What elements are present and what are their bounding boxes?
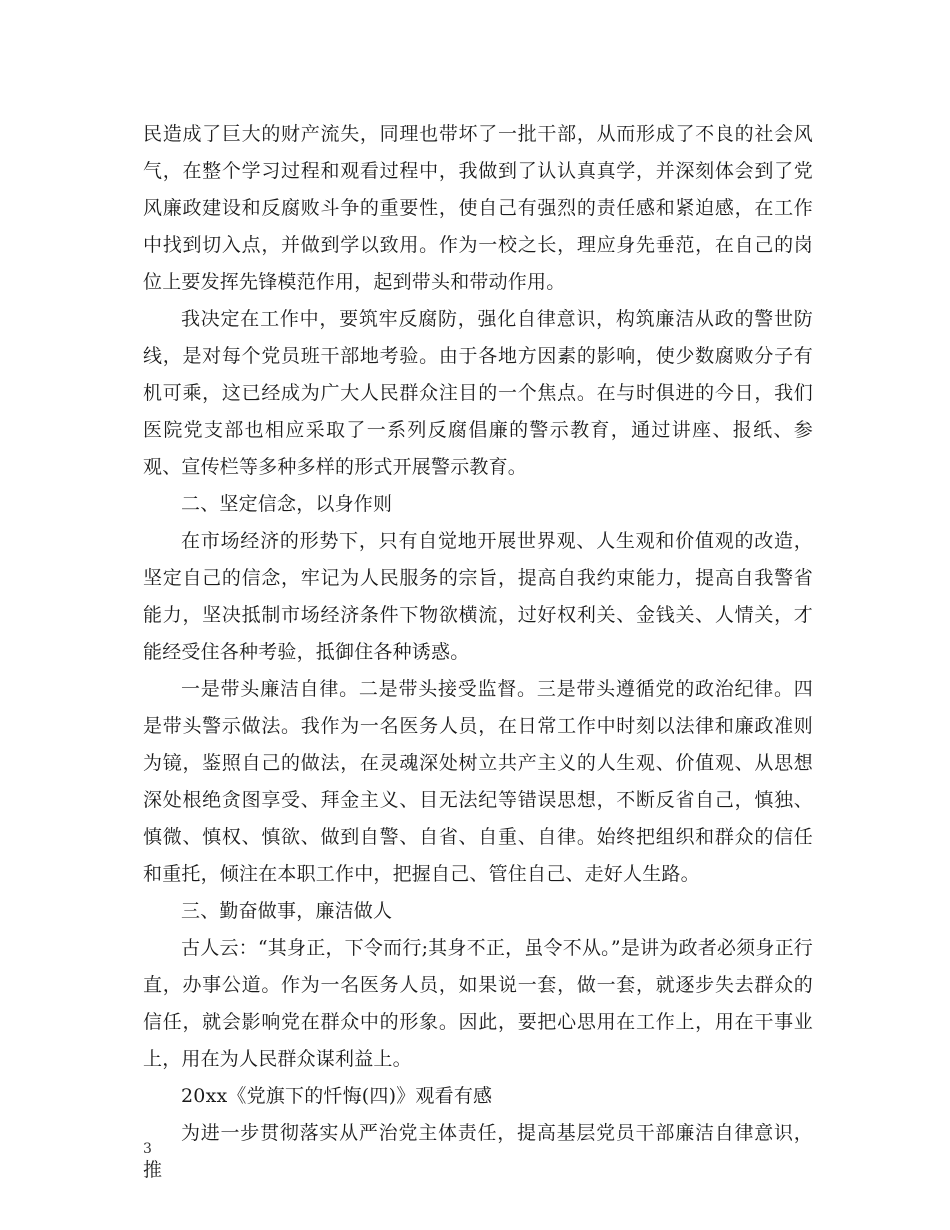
paragraph-continuation: 民造成了巨大的财产流失，同理也带坏了一批干部，从而形成了不良的社会风气，在整个学习过程和观看过程中，我做到了认认真真学，并深刻体会到了党风廉政建设和反腐败斗争的重要性，使自己有强烈的责任感和紧迫感，在工作中找到切入点，并做到学以致用。作为一校之长，理应身先垂范，在自己的岗位上要发挥先锋模范作用，起到带头和带动作用。	[143, 123, 813, 293]
section-heading-2: 二、坚定信念，以身作则	[181, 493, 393, 515]
paragraph-anti-corruption-resolve: 我决定在工作中，要筑牢反腐防，强化自律意识，构筑廉洁从政的警世防线，是对每个党员班干部地考验。由于各地方因素的影响，使少数腐败分子有机可乘，这已经成为广大人民群众注目的一个焦点。在与时俱进的今日，我们医院党支部也相应采取了一系列反腐倡廉的警示教育，通过讲座、报纸、参观、宣传栏等多种多样的形式开展警示教育。	[143, 308, 813, 478]
page-number: 3	[143, 1141, 152, 1157]
paragraph-market-economy: 在市场经济的形势下，只有自觉地开展世界观、人生观和价值观的改造，坚定自己的信念，牢记为人民服务的宗旨，提高自我约束能力，提高自我警省能力，坚决抵制市场经济条件下物欲横流，过好权利关、金钱关、人情关，才能经受住各种考验，抵御住各种诱惑。	[143, 530, 813, 663]
paragraph-ancient-saying: 古人云：“其身正，下令而行;其身不正，虽令不从。”是讲为政者必须身正行直，办事公道。作为一名医务人员，如果说一套，做一套，就逐步失去群众的信任，就会影响党在群众中的形象。因此，要把心思用在工作上，用在干事业上，用在为人民群众谋利益上。	[143, 937, 813, 1070]
article-title: 20xx《党旗下的忏悔(四)》观看有感	[181, 1085, 493, 1107]
paragraph-intro: 为进一步贯彻落实从严治党主体责任，提高基层党员干部廉洁自律意识，推	[143, 1122, 813, 1181]
document-body	[143, 116, 813, 1189]
section-heading-3: 三、勤奋做事，廉洁做人	[181, 900, 393, 922]
paragraph-four-leads: 一是带头廉洁自律。二是带头接受监督。三是带头遵循党的政治纪律。四是带头警示做法。我作为一名医务人员，在日常工作中时刻以法律和廉政准则为镜，鉴照自己的做法，在灵魂深处树立共产主义的人生观、价值观、从思想深处根绝贪图享受、拜金主义、目无法纪等错误思想，不断反省自己，慎独、慎微、慎权、慎欲、做到自警、自省、自重、自律。始终把组织和群众的信任和重托，倾注在本职工作中，把握自己、管住自己、走好人生路。	[143, 678, 813, 885]
